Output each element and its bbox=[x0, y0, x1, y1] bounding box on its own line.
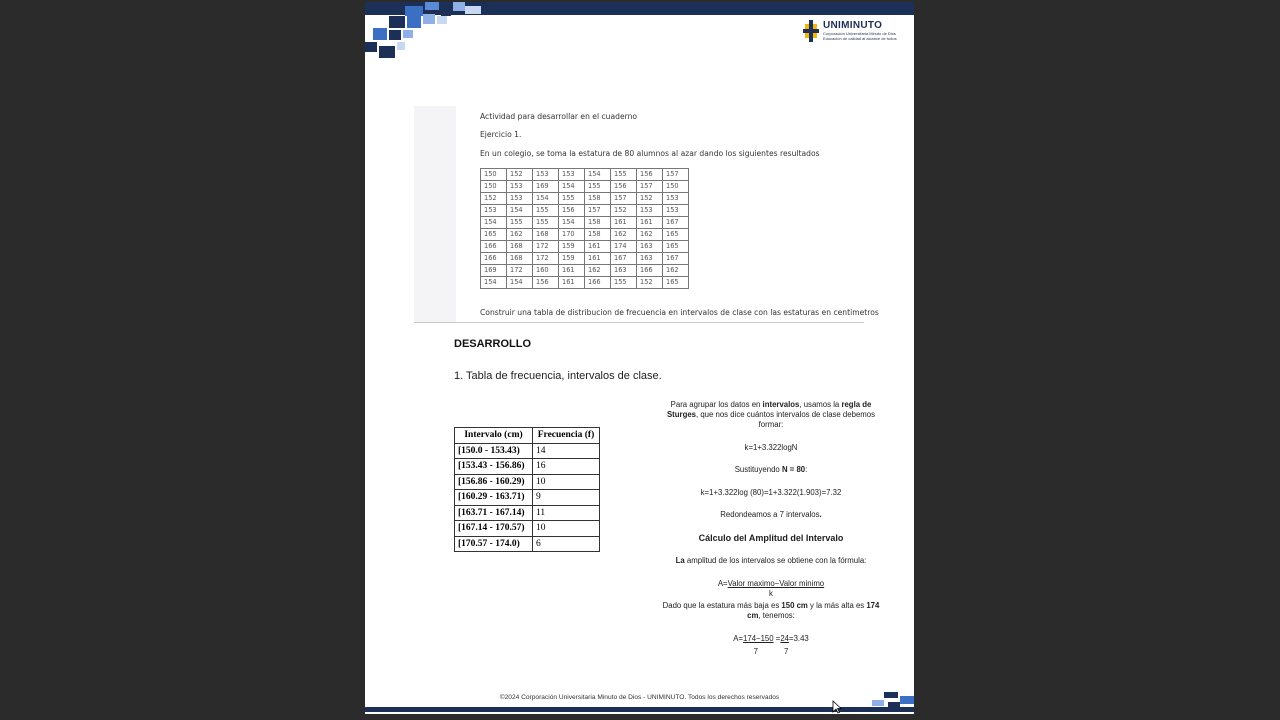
grid-cell: 165 bbox=[663, 277, 689, 289]
exercise-statement: En un colegio, se toma la estatura de 80 alumnos al azar dando los siguientes resultados bbox=[480, 149, 820, 158]
grid-cell: 168 bbox=[507, 253, 533, 265]
grid-cell: 155 bbox=[533, 205, 559, 217]
exercise-title: Actividad para desarrollar en el cuaderno bbox=[480, 112, 638, 121]
grid-cell: 163 bbox=[611, 265, 637, 277]
grid-cell: 167 bbox=[663, 217, 689, 229]
grid-cell: 156 bbox=[637, 169, 663, 181]
section-subheading: 1. Tabla de frecuencia, intervalos de clase. bbox=[454, 370, 662, 382]
text-bold: . bbox=[819, 510, 822, 519]
grid-cell: 152 bbox=[481, 193, 507, 205]
interval-cell: [156.86 - 160.29) bbox=[455, 474, 533, 490]
grid-cell: 152 bbox=[507, 169, 533, 181]
header-frequency: Frecuencia (f) bbox=[533, 428, 600, 444]
grid-cell: 152 bbox=[637, 193, 663, 205]
grid-row bbox=[481, 205, 689, 217]
exercise-instruction: Construir una tabla de distribucion de frecuencia en intervalos de clase con las estaturas en centimetros bbox=[480, 308, 879, 317]
logo-tagline-line1: Corporación Universitaria Minuto de Dios bbox=[823, 31, 896, 36]
text-bold: 174 cm bbox=[747, 601, 880, 620]
grid-cell: 158 bbox=[585, 229, 611, 241]
grid-cell: 163 bbox=[637, 253, 663, 265]
grid-cell: 155 bbox=[507, 217, 533, 229]
grid-cell: 155 bbox=[611, 277, 637, 289]
grid-cell: 152 bbox=[637, 277, 663, 289]
grid-cell: 162 bbox=[663, 265, 689, 277]
grid-cell: 157 bbox=[611, 193, 637, 205]
grid-cell: 155 bbox=[533, 217, 559, 229]
table-row bbox=[455, 536, 600, 552]
uniminuto-logo bbox=[803, 18, 907, 46]
grid-cell: 153 bbox=[663, 193, 689, 205]
grid-cell: 159 bbox=[559, 241, 585, 253]
grid-cell: 153 bbox=[559, 169, 585, 181]
grid-cell: 161 bbox=[611, 217, 637, 229]
frequency-cell: 6 bbox=[533, 536, 600, 552]
text-bold: La bbox=[675, 556, 685, 565]
sturges-explanation bbox=[655, 400, 887, 430]
grid-cell: 150 bbox=[481, 169, 507, 181]
header-mosaic-decoration bbox=[365, 2, 525, 62]
grid-cell: 154 bbox=[559, 181, 585, 193]
text: A= bbox=[717, 579, 728, 588]
grid-cell: 169 bbox=[533, 181, 559, 193]
grid-cell: 169 bbox=[481, 265, 507, 277]
grid-cell: 166 bbox=[481, 241, 507, 253]
grid-cell: 162 bbox=[611, 229, 637, 241]
grid-cell: 162 bbox=[507, 229, 533, 241]
grid-cell: 170 bbox=[559, 229, 585, 241]
formula-denominator: 7 bbox=[753, 647, 758, 656]
mouse-cursor-icon bbox=[832, 700, 842, 714]
frequency-cell: 11 bbox=[533, 505, 600, 521]
amplitude-result bbox=[655, 634, 887, 644]
text: Dado que la estatura más baja es bbox=[662, 601, 782, 610]
grid-cell: 157 bbox=[663, 169, 689, 181]
grid-cell: 165 bbox=[663, 241, 689, 253]
interval-cell: [153.43 - 156.86) bbox=[455, 459, 533, 475]
grid-row bbox=[481, 265, 689, 277]
text: amplitud de los intervalos se obtiene con la fórmula: bbox=[684, 556, 867, 565]
grid-cell: 168 bbox=[533, 229, 559, 241]
sturges-formula: k=1+3.322logN bbox=[744, 443, 798, 452]
grid-cell: 167 bbox=[663, 253, 689, 265]
grid-cell: 163 bbox=[637, 241, 663, 253]
section-heading: DESARROLLO bbox=[454, 338, 531, 350]
frequency-cell: 10 bbox=[533, 474, 600, 490]
grid-cell: 156 bbox=[533, 277, 559, 289]
frequency-cell: 9 bbox=[533, 490, 600, 506]
grid-cell: 155 bbox=[585, 181, 611, 193]
text: = bbox=[773, 634, 781, 643]
frequency-table-header bbox=[455, 428, 600, 444]
text-bold: N = 80 bbox=[781, 465, 806, 474]
grid-cell: 172 bbox=[507, 265, 533, 277]
table-row bbox=[455, 490, 600, 506]
grid-cell: 165 bbox=[663, 229, 689, 241]
k-calculation: k=1+3.322log (80)=1+3.322(1.903)=7.32 bbox=[700, 488, 842, 497]
interval-cell: [167.14 - 170.57) bbox=[455, 521, 533, 537]
table-row bbox=[455, 443, 600, 459]
grid-row bbox=[481, 253, 689, 265]
grid-cell: 156 bbox=[611, 181, 637, 193]
logo-tagline-line2: Educación de calidad al alcance de todos bbox=[823, 36, 897, 41]
grid-cell: 166 bbox=[637, 265, 663, 277]
logo-tagline bbox=[823, 31, 897, 41]
exercise-image bbox=[414, 106, 879, 323]
grid-cell: 174 bbox=[611, 241, 637, 253]
footer-copyright: ©2024 Corporación Universitaria Minuto de Dios - UNIMINUTO. Todos los derechos reservados bbox=[499, 694, 780, 701]
grid-cell: 154 bbox=[585, 169, 611, 181]
amplitude-formula-denominator: k bbox=[769, 589, 773, 598]
text-bold: intervalos bbox=[762, 400, 800, 409]
formula-numerator: 174−150 bbox=[743, 634, 774, 643]
grid-row bbox=[481, 169, 689, 181]
grid-cell: 153 bbox=[637, 205, 663, 217]
grid-cell: 158 bbox=[585, 193, 611, 205]
grid-cell: 154 bbox=[507, 277, 533, 289]
grid-cell: 160 bbox=[533, 265, 559, 277]
document-page bbox=[365, 2, 914, 714]
grid-cell: 153 bbox=[533, 169, 559, 181]
given-values bbox=[655, 601, 887, 621]
grid-cell: 166 bbox=[481, 253, 507, 265]
grid-cell: 155 bbox=[559, 193, 585, 205]
frequency-cell: 14 bbox=[533, 443, 600, 459]
text: , que nos dice cuántos intervalos de clase debemos formar: bbox=[696, 410, 876, 429]
frequency-table bbox=[454, 427, 600, 552]
grid-cell: 168 bbox=[507, 241, 533, 253]
grid-cell: 154 bbox=[559, 217, 585, 229]
formula-numerator: Valor maximo−Valor minimo bbox=[727, 579, 825, 588]
exercise-image-margin bbox=[414, 106, 456, 322]
grid-cell: 162 bbox=[585, 265, 611, 277]
grid-row bbox=[481, 229, 689, 241]
grid-cell: 157 bbox=[585, 205, 611, 217]
grid-row bbox=[481, 241, 689, 253]
table-row bbox=[455, 459, 600, 475]
interval-cell: [160.29 - 163.71) bbox=[455, 490, 533, 506]
grid-cell: 150 bbox=[663, 181, 689, 193]
substitution-line bbox=[655, 465, 887, 475]
text: , usamos la bbox=[799, 400, 842, 409]
amplitude-result-denominators bbox=[655, 647, 887, 657]
grid-cell: 161 bbox=[559, 265, 585, 277]
grid-cell: 166 bbox=[585, 277, 611, 289]
grid-row bbox=[481, 217, 689, 229]
frequency-cell: 16 bbox=[533, 459, 600, 475]
rounding-line bbox=[655, 510, 887, 520]
grid-row bbox=[481, 193, 689, 205]
grid-cell: 153 bbox=[507, 193, 533, 205]
grid-row bbox=[481, 181, 689, 193]
grid-cell: 161 bbox=[585, 253, 611, 265]
formula-denominator: 7 bbox=[784, 647, 789, 656]
text: Para agrupar los datos en bbox=[670, 400, 763, 409]
grid-cell: 165 bbox=[481, 229, 507, 241]
grid-cell: 157 bbox=[637, 181, 663, 193]
grid-cell: 154 bbox=[507, 205, 533, 217]
text: y la más alta es bbox=[807, 601, 867, 610]
heights-data-grid bbox=[480, 168, 689, 289]
amplitude-intro bbox=[655, 556, 887, 566]
text: =3.43 bbox=[789, 634, 809, 643]
grid-cell: 167 bbox=[611, 253, 637, 265]
grid-cell: 153 bbox=[507, 181, 533, 193]
grid-cell: 159 bbox=[559, 253, 585, 265]
text: Redondeamos a 7 intervalos bbox=[720, 510, 820, 519]
grid-cell: 150 bbox=[481, 181, 507, 193]
table-row bbox=[455, 505, 600, 521]
text: Sustituyendo bbox=[734, 465, 782, 474]
grid-cell: 155 bbox=[611, 169, 637, 181]
text: : bbox=[805, 465, 808, 474]
exercise-subtitle: Ejercicio 1. bbox=[480, 130, 522, 139]
grid-cell: 162 bbox=[637, 229, 663, 241]
grid-cell: 158 bbox=[585, 217, 611, 229]
logo-name: UNIMINUTO bbox=[823, 20, 883, 31]
grid-row bbox=[481, 277, 689, 289]
grid-cell: 152 bbox=[611, 205, 637, 217]
interval-cell: [170.57 - 174.0) bbox=[455, 536, 533, 552]
grid-cell: 172 bbox=[533, 253, 559, 265]
text: , tenemos: bbox=[758, 611, 795, 620]
grid-cell: 153 bbox=[663, 205, 689, 217]
amplitude-heading: Cálculo del Amplitud del Intervalo bbox=[698, 533, 844, 543]
frequency-cell: 10 bbox=[533, 521, 600, 537]
grid-cell: 156 bbox=[559, 205, 585, 217]
table-row bbox=[455, 474, 600, 490]
grid-cell: 161 bbox=[585, 241, 611, 253]
text-bold: regla de Sturges bbox=[666, 400, 872, 419]
header-interval: Intervalo (cm) bbox=[455, 428, 533, 444]
text: A= bbox=[733, 634, 744, 643]
table-row bbox=[455, 521, 600, 537]
grid-cell: 154 bbox=[533, 193, 559, 205]
amplitude-formula bbox=[655, 579, 887, 589]
grid-cell: 161 bbox=[559, 277, 585, 289]
grid-cell: 161 bbox=[637, 217, 663, 229]
grid-cell: 172 bbox=[533, 241, 559, 253]
grid-cell: 154 bbox=[481, 277, 507, 289]
formula-numerator: 24 bbox=[780, 634, 790, 643]
interval-cell: [163.71 - 167.14) bbox=[455, 505, 533, 521]
footer-mosaic-decoration bbox=[870, 692, 914, 712]
grid-cell: 153 bbox=[481, 205, 507, 217]
interval-cell: [150.0 - 153.43) bbox=[455, 443, 533, 459]
uniminuto-logo-mark bbox=[803, 20, 821, 42]
text-bold: 150 cm bbox=[781, 601, 808, 610]
grid-cell: 154 bbox=[481, 217, 507, 229]
